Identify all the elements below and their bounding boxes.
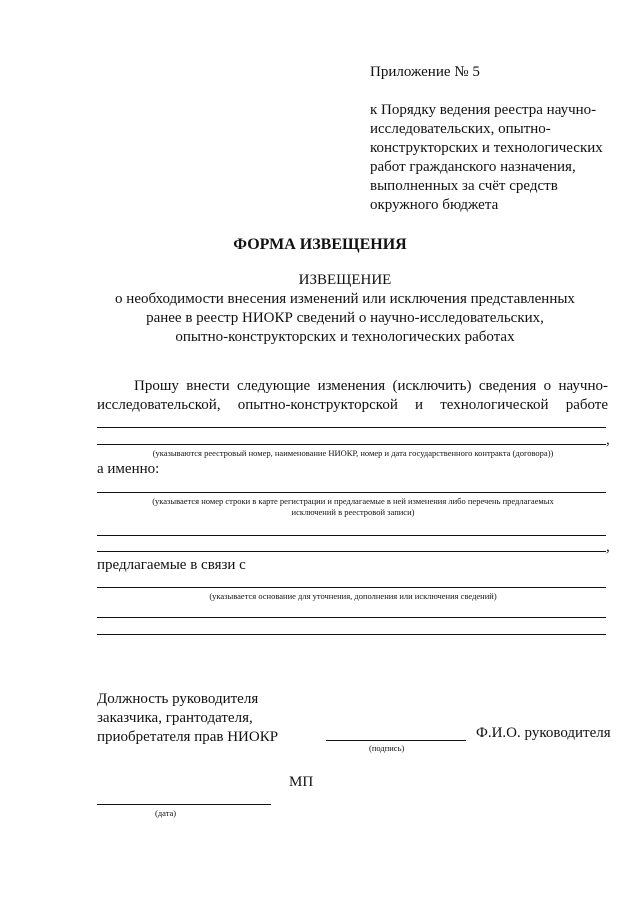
notice-subtitle-line: опытно-конструкторских и технологических работах (175, 329, 515, 345)
form-title: ФОРМА ИЗВЕЩЕНИЯ (233, 236, 407, 253)
hint-changes (97, 496, 609, 518)
comma-mark: , (606, 539, 610, 555)
appendix-reference (370, 101, 620, 215)
reference-line: окружного бюджета (370, 197, 499, 213)
position-line: Должность руководителя (97, 691, 259, 707)
position-line: приобретателя прав НИОКР (97, 729, 279, 745)
hint-changes-line: (указывается номер строки в карте регистрации и предлагаемые в ней изменения либо перечень предлагаемых (152, 496, 554, 506)
fill-line[interactable] (97, 634, 606, 635)
date-line[interactable] (97, 804, 271, 805)
position-label (97, 690, 278, 747)
namely-label: а именно: (97, 461, 160, 477)
reference-line: выполненных за счёт средств (370, 178, 558, 194)
request-line-2: исследовательской, опытно-конструкторской и технологической работе (97, 397, 608, 413)
fio-label: Ф.И.О. руководителя (476, 725, 611, 741)
fill-line[interactable] (97, 444, 606, 445)
fill-line[interactable] (97, 427, 606, 428)
fill-line[interactable] (97, 587, 606, 588)
fill-line[interactable] (97, 617, 606, 618)
appendix-number: Приложение № 5 (370, 64, 480, 80)
seal-label: МП (289, 774, 314, 790)
fill-line[interactable] (97, 492, 606, 493)
notice-subtitle (0, 290, 640, 347)
request-line-1: Прошу внести следующие изменения (исключить) сведения о научно- (134, 378, 608, 394)
comma-mark: , (606, 432, 610, 448)
notice-subtitle-line: о необходимости внесения изменений или исключения представленных (115, 291, 575, 307)
notice-title: ИЗВЕЩЕНИЕ (298, 272, 392, 288)
fill-line[interactable] (97, 551, 606, 552)
fill-line[interactable] (97, 535, 606, 536)
hint-basis: (указывается основание для уточнения, дополнения или исключения сведений) (209, 591, 497, 601)
date-hint: (дата) (155, 808, 177, 818)
notice-subtitle-line: ранее в реестр НИОКР сведений о научно-исследовательских, (146, 310, 544, 326)
position-line: заказчика, грантодателя, (97, 710, 253, 726)
reference-line: к Порядку ведения реестра научно- (370, 102, 597, 118)
reference-line: конструкторских и технологических (370, 140, 603, 156)
hint-contract: (указываются реестровый номер, наименование НИОКР, номер и дата государственного контракта (договора)) (152, 448, 554, 458)
reference-line: работ гражданского назначения, (370, 159, 576, 175)
signature-hint: (подпись) (369, 743, 405, 753)
hint-changes-line: исключений в реестровой записи) (291, 507, 415, 517)
reference-line: исследовательских, опытно- (370, 121, 551, 137)
proposed-label: предлагаемые в связи с (97, 557, 246, 573)
signature-line[interactable] (326, 740, 466, 741)
